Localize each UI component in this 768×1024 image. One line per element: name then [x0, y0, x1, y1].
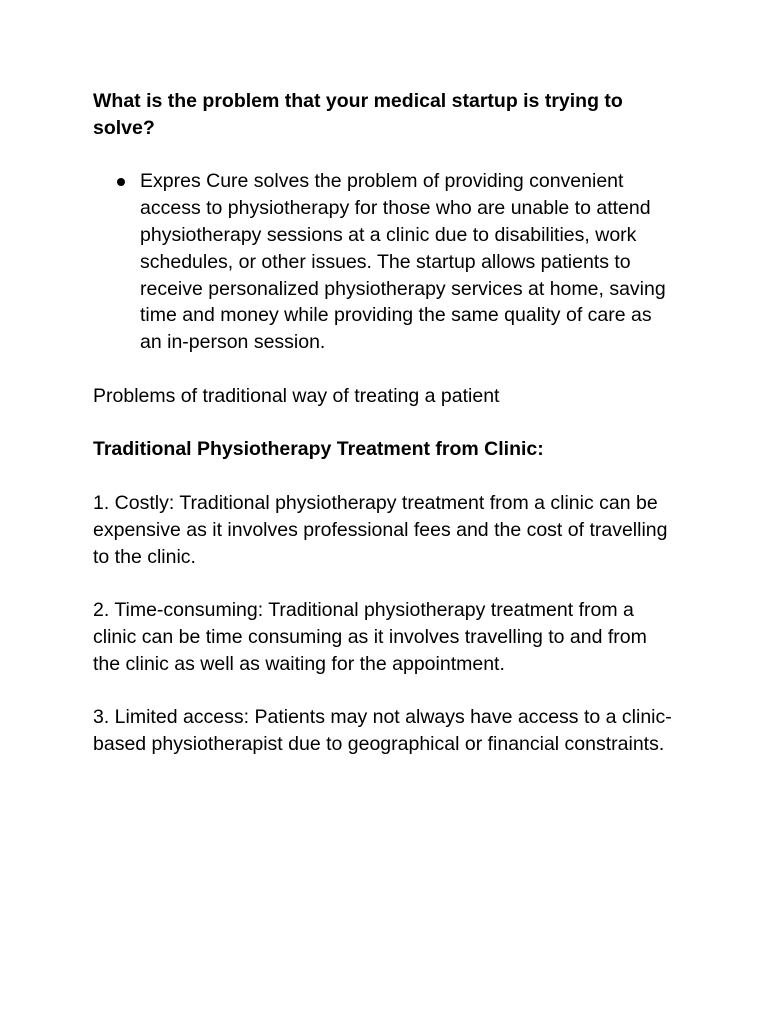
point-time-consuming: 2. Time-consuming: Traditional physiotherapy treatment from a clinic can be time consuming as it involves travelling to and from the clinic as well as waiting for the appointment.	[93, 599, 647, 675]
point-costly: 1. Costly: Traditional physiotherapy treatment from a clinic can be expensive as it involves professional fees and the cost of travelling to the clinic.	[93, 491, 668, 568]
bullet-item	[93, 168, 673, 356]
point-limited-access: 3. Limited access: Patients may not always have access to a clinic-based physiotherapist due to geographical or financial constraints.	[93, 706, 672, 756]
bullet-list	[93, 168, 673, 356]
bullet-text: Expres Cure solves the problem of providing convenient access to physiotherapy for those who are unable to attend physiotherapy sessions at a clinic due to disabilities, work schedules, or other issues. The startup allows patients to receive personalized physiotherapy services at home, saving time and money while providing the same quality of care as an in-person session.	[140, 170, 666, 354]
bullet-icon	[117, 178, 125, 186]
problems-intro: Problems of traditional way of treating a patient	[93, 384, 500, 407]
question-heading: What is the problem that your medical startup is trying to solve?	[93, 90, 623, 139]
traditional-heading: Traditional Physiotherapy Treatment from Clinic:	[93, 438, 544, 461]
document-body	[93, 88, 673, 758]
